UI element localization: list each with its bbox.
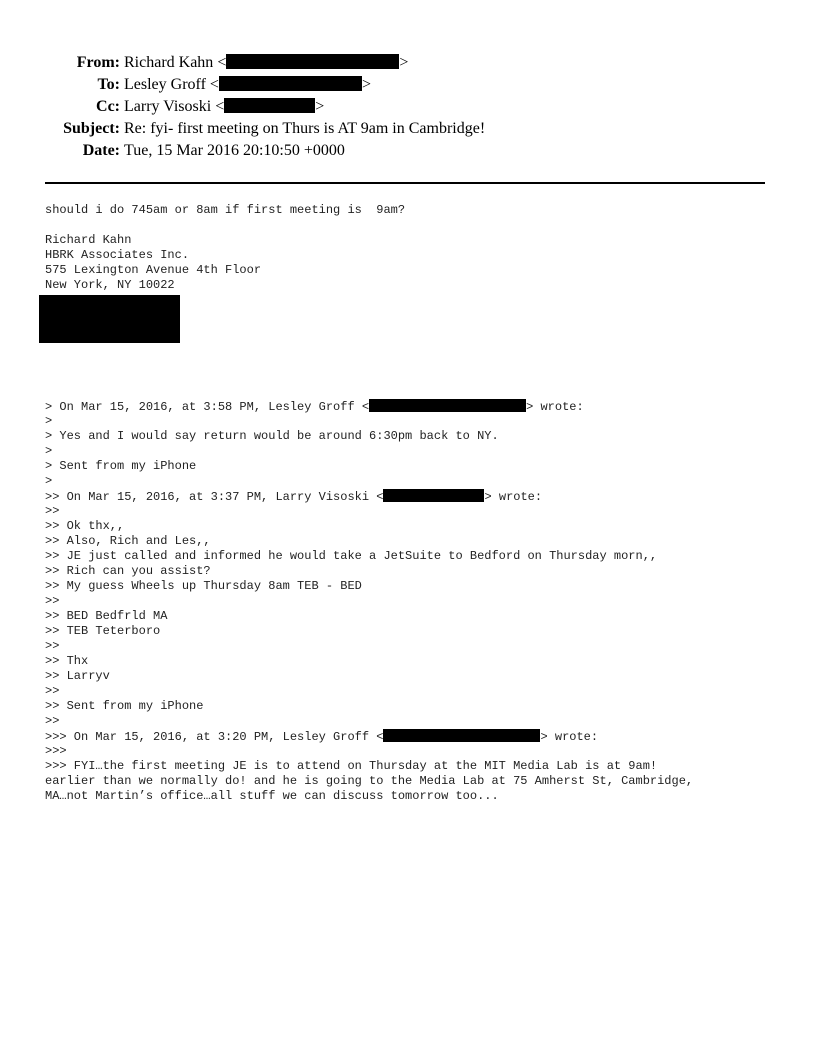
signature-redaction	[39, 295, 180, 343]
quote-line: >>>	[45, 744, 67, 758]
signature-city: New York, NY 10022	[45, 278, 175, 292]
subject-label: Subject:	[63, 120, 120, 137]
quote-line: > Sent from my iPhone	[45, 459, 197, 473]
quote-line: earlier than we normally do! and he is going to the Media Lab at 75 Amherst St, Cambridge,	[45, 774, 694, 788]
to-row	[0, 74, 816, 96]
quote-line: MA…not Martin’s office…all stuff we can discuss tomorrow too...	[45, 789, 499, 803]
quoted-thread	[45, 399, 775, 804]
date-value: Tue, 15 Mar 2016 20:10:50 +0000	[124, 142, 345, 159]
message-body	[45, 203, 775, 293]
quote-line: >> Thx	[45, 654, 89, 668]
to-value: Lesley Groff < >	[124, 76, 371, 93]
to-email-redaction	[219, 76, 362, 91]
quote-line: >	[45, 444, 53, 458]
email-redaction	[383, 489, 484, 502]
quote-line: > On Mar 15, 2016, at 3:58 PM, Lesley Groff < > wrote:	[45, 400, 584, 414]
from-label: From:	[76, 54, 120, 71]
to-name: Lesley Groff	[124, 76, 206, 93]
blank-line	[45, 218, 775, 233]
quote-line: >>	[45, 504, 60, 518]
subject-row	[0, 118, 816, 140]
quote-line: >	[45, 414, 53, 428]
header-divider	[45, 182, 765, 184]
signature-address: 575 Lexington Avenue 4th Floor	[45, 263, 262, 277]
from-email-redaction	[226, 54, 399, 69]
email-header	[0, 52, 816, 162]
cc-label: Cc:	[96, 98, 120, 115]
quote-line: >>> On Mar 15, 2016, at 3:20 PM, Lesley Groff < > wrote:	[45, 730, 599, 744]
cc-email-redaction	[224, 98, 315, 113]
cc-value: Larry Visoski < >	[124, 98, 325, 115]
quote-line: >> My guess Wheels up Thursday 8am TEB - BED	[45, 579, 362, 593]
quote-line: >> JE just called and informed he would take a JetSuite to Bedford on Thursday morn,,	[45, 549, 658, 563]
quote-line: >>	[45, 714, 60, 728]
quote-line: >> BED Bedfrld MA	[45, 609, 168, 623]
to-label: To:	[97, 76, 120, 93]
quote-line: >> Rich can you assist?	[45, 564, 211, 578]
subject-value: Re: fyi- first meeting on Thurs is AT 9am in Cambridge!	[124, 120, 486, 137]
cc-name: Larry Visoski	[124, 98, 212, 115]
quote-line: >> Also, Rich and Les,,	[45, 534, 211, 548]
from-value: Richard Kahn < >	[124, 54, 409, 71]
quote-line: > Yes and I would say return would be around 6:30pm back to NY.	[45, 429, 499, 443]
quote-line: >>> FYI…the first meeting JE is to attend on Thursday at the MIT Media Lab is at 9am!	[45, 759, 658, 773]
signature-company: HBRK Associates Inc.	[45, 248, 190, 262]
email-redaction	[383, 729, 540, 742]
quote-line: >> Larryv	[45, 669, 110, 683]
quote-line: >> Sent from my iPhone	[45, 699, 204, 713]
date-row	[0, 140, 816, 162]
signature-name: Richard Kahn	[45, 233, 132, 247]
quote-line: >>	[45, 639, 60, 653]
quote-line: >> Ok thx,,	[45, 519, 125, 533]
from-row	[0, 52, 816, 74]
cc-row	[0, 96, 816, 118]
quote-line: >> On Mar 15, 2016, at 3:37 PM, Larry Visoski < > wrote:	[45, 490, 543, 504]
body-line: should i do 745am or 8am if first meeting is 9am?	[45, 203, 406, 217]
quote-line: >	[45, 474, 53, 488]
email-redaction	[369, 399, 526, 412]
from-name: Richard Kahn	[124, 54, 214, 71]
quote-line: >> TEB Teterboro	[45, 624, 161, 638]
date-label: Date:	[82, 142, 120, 159]
quote-line: >>	[45, 684, 60, 698]
quote-line: >>	[45, 594, 60, 608]
